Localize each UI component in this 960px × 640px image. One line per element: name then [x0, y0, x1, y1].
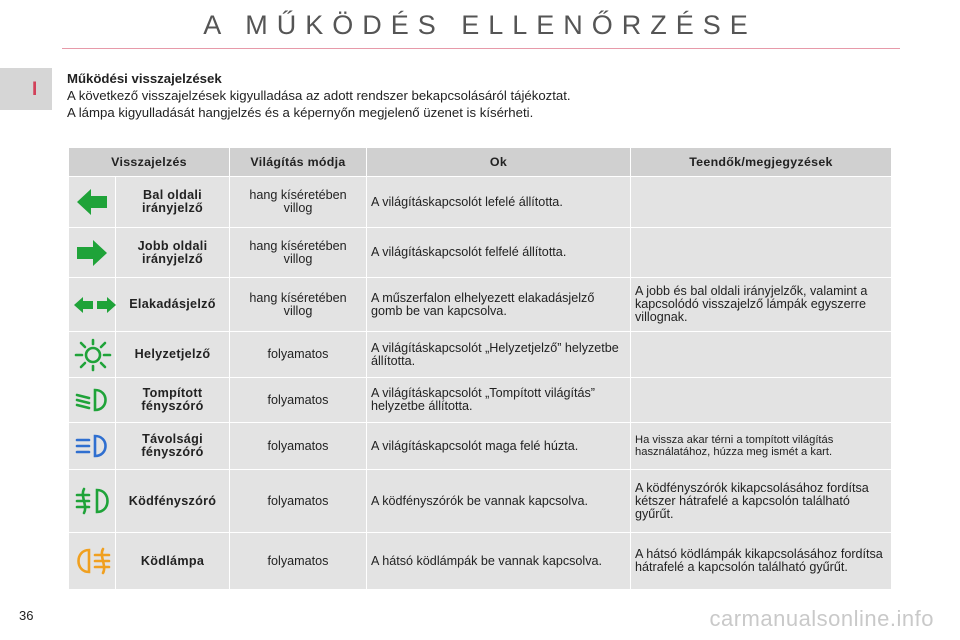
- chapter-tab: [0, 68, 52, 110]
- signal-note: [631, 332, 892, 378]
- signal-name: Ködfényszóró: [116, 470, 230, 533]
- signal-note: A ködfényszórók kikapcsolásához fordítsa kétszer hátrafelé a kapcsolón található gyűrűt.: [631, 470, 892, 533]
- signal-note: [631, 228, 892, 278]
- title-rule: [62, 48, 900, 49]
- signal-cause: A világításkapcsolót felfelé állította.: [367, 228, 631, 278]
- watermark: carmanualsonline.info: [709, 606, 934, 631]
- intro: [67, 70, 887, 121]
- rear-fog-icon: [73, 546, 113, 576]
- signal-note: [631, 378, 892, 423]
- table-row: [69, 533, 892, 590]
- signal-mode: folyamatos: [230, 378, 367, 423]
- signal-note: A jobb és bal oldali irányjelzők, valamint a kapcsolódó visszajelző lámpák egyszerre villognak.: [631, 278, 892, 332]
- table-row: [69, 332, 892, 378]
- signal-cause: A világításkapcsolót maga felé húzta.: [367, 423, 631, 470]
- warning-lights-table: [68, 147, 892, 590]
- sidelight-icon: [73, 338, 113, 372]
- signal-name: Távolsági fényszóró: [116, 423, 230, 470]
- signal-cause: A világításkapcsolót „Tompított világítás” helyzetbe állította.: [367, 378, 631, 423]
- signal-mode: folyamatos: [230, 332, 367, 378]
- intro-line-2: A lámpa kigyulladását hangjelzés és a képernyőn megjelenő üzenet is kísérheti.: [67, 105, 534, 120]
- signal-name: Helyzetjelző: [116, 332, 230, 378]
- left-arrow-icon: [75, 187, 109, 217]
- signal-mode: hang kíséretében villog: [230, 177, 367, 228]
- signal-cause: A műszerfalon elhelyezett elakadásjelző gomb be van kapcsolva.: [367, 278, 631, 332]
- main-beam-icon: [73, 432, 113, 460]
- table-row: [69, 423, 892, 470]
- header-note: Teendők/megjegyzések: [631, 148, 892, 177]
- right-arrow-icon: [75, 238, 109, 268]
- signal-cause: A világításkapcsolót „Helyzetjelző” helyzetbe állította.: [367, 332, 631, 378]
- signal-name: Bal oldali irányjelző: [116, 177, 230, 228]
- signal-mode: hang kíséretében villog: [230, 278, 367, 332]
- signal-name: Tompított fényszóró: [116, 378, 230, 423]
- page-number: 36: [19, 608, 34, 623]
- header-cause: Ok: [367, 148, 631, 177]
- table-header-row: [69, 148, 892, 177]
- signal-name: Elakadásjelző: [116, 278, 230, 332]
- table-row: [69, 278, 892, 332]
- chapter-label: I: [32, 79, 38, 100]
- signal-mode: folyamatos: [230, 470, 367, 533]
- dipped-beam-icon: [73, 386, 113, 414]
- intro-line-1: A következő visszajelzések kigyulladása az adott rendszer bekapcsolásáról tájékoztat.: [67, 88, 571, 103]
- signal-cause: A ködfényszórók be vannak kapcsolva.: [367, 470, 631, 533]
- table-row: [69, 177, 892, 228]
- table-row: [69, 228, 892, 278]
- header-signal: Visszajelzés: [69, 148, 230, 177]
- table-row: [69, 470, 892, 533]
- signal-cause: A világításkapcsolót lefelé állította.: [367, 177, 631, 228]
- front-fog-icon: [73, 486, 113, 516]
- intro-heading: Működési visszajelzések: [67, 71, 222, 86]
- header-mode: Világítás módja: [230, 148, 367, 177]
- page-title: A MŰKÖDÉS ELLENŐRZÉSE: [203, 10, 757, 40]
- signal-note: Ha vissza akar térni a tompított világítás használatához, húzza meg ismét a kart.: [631, 423, 892, 470]
- hazard-arrows-icon: [73, 294, 117, 316]
- signal-cause: A hátsó ködlámpák be vannak kapcsolva.: [367, 533, 631, 590]
- signal-name: Jobb oldali irányjelző: [116, 228, 230, 278]
- signal-name: Ködlámpa: [116, 533, 230, 590]
- signal-note: [631, 177, 892, 228]
- table-row: [69, 378, 892, 423]
- signal-note: A hátsó ködlámpák kikapcsolásához fordítsa hátrafelé a kapcsolón található gyűrűt.: [631, 533, 892, 590]
- signal-mode: hang kíséretében villog: [230, 228, 367, 278]
- signal-mode: folyamatos: [230, 533, 367, 590]
- signal-mode: folyamatos: [230, 423, 367, 470]
